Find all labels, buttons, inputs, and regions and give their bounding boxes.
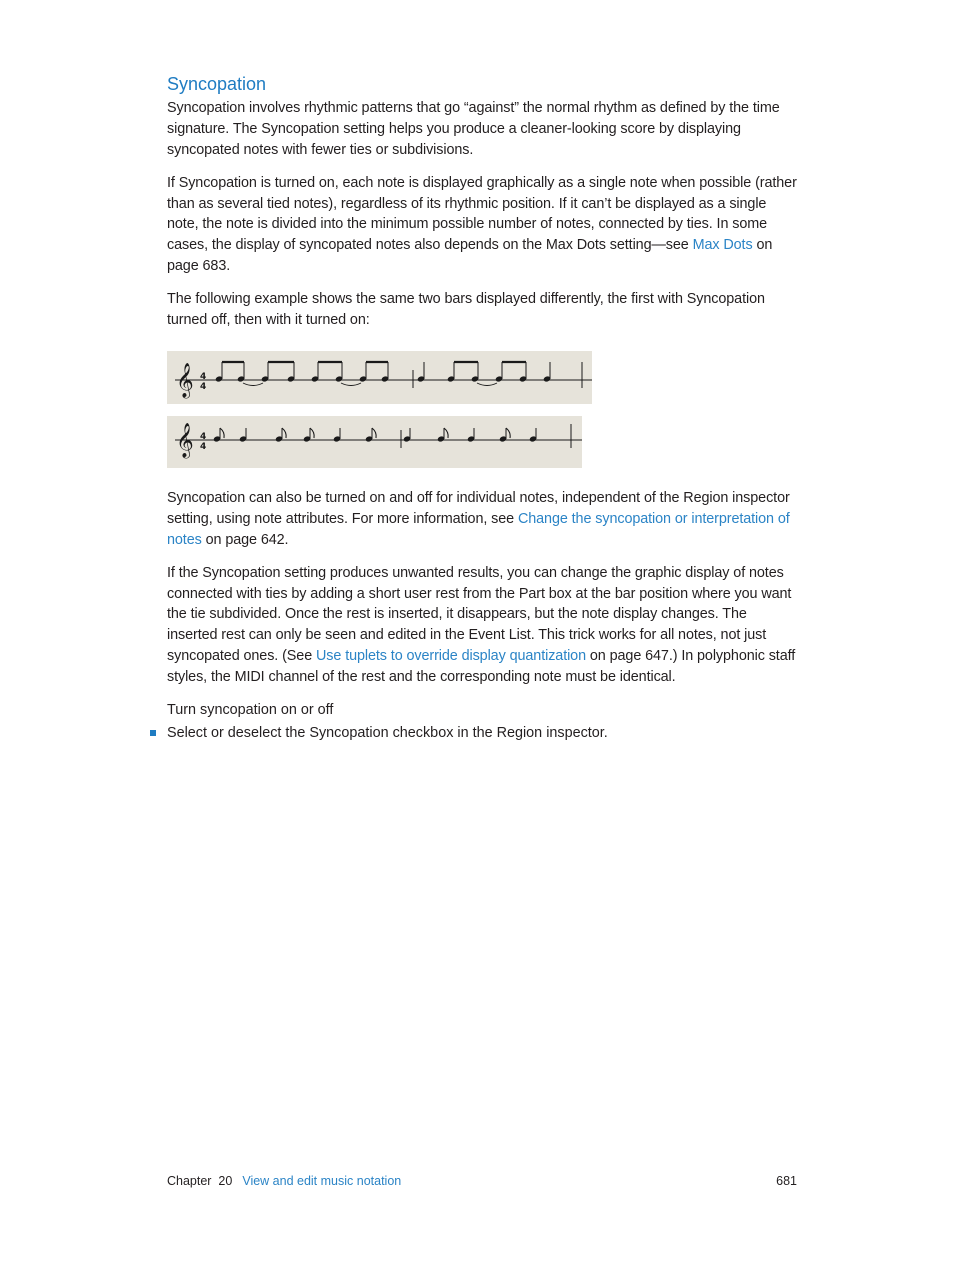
- footer-page-number: 681: [776, 1174, 797, 1188]
- note-flag: [220, 428, 224, 438]
- paragraph-unwanted-results: [167, 563, 797, 688]
- note-tie: [477, 383, 497, 386]
- page-footer: [167, 1172, 797, 1190]
- score-example-syncopation-on: [167, 416, 582, 468]
- paragraph-intro-text: Syncopation involves rhythmic patterns that go “against” the normal rhythm as defined by the time signature. The Syncopation setting helps you produce a cleaner-looking score by displaying syncopated notes with fewer ties or subdivisions.: [167, 100, 780, 158]
- note-flag: [506, 428, 510, 438]
- treble-clef: 𝄞: [176, 422, 194, 458]
- note-flag: [310, 428, 314, 438]
- footer-chapter: Chapter 20: [167, 1174, 233, 1188]
- note-tie: [341, 383, 361, 386]
- paragraph-text: on page 647.) In polyphonic staff styles, the MIDI channel of the rest and the corresponding note must be identical.: [167, 648, 796, 685]
- time-signature-top: 4: [200, 431, 207, 442]
- paragraph-text: on page 642.: [201, 531, 289, 548]
- paragraph-text: If Syncopation is turned on, each note is displayed graphically as a single note when possible (rather than as several tied notes), regardless of its rhythmic position. If it can’t be displayed as a single note, the note is divided into the minimum possible number of notes, connected by ties. In some cases, the display of syncopated notes also depends on the Max Dots setting—see: [167, 174, 797, 254]
- paragraph-individual-notes: [167, 488, 797, 550]
- footer-chapter-link[interactable]: View and edit music notation: [242, 1174, 402, 1188]
- treble-clef: 𝄞: [176, 362, 194, 398]
- page-content: [167, 72, 797, 743]
- task-title: Turn syncopation on or off: [167, 701, 334, 718]
- time-signature-bottom: 4: [200, 381, 207, 392]
- note-tie: [243, 383, 263, 386]
- paragraph-intro: [167, 98, 797, 160]
- paragraph-text: The following example shows the same two bars displayed differently, the first with Syncopation turned off, then with it turned on:: [167, 291, 765, 329]
- bullet-square-icon: [150, 730, 156, 736]
- paragraph-text: If the Syncopation setting produces unwanted results, you can change the graphic display of notes connected with ties by adding a short user rest from the Part box at the bar position where you want the tie subdivided. Once the rest is inserted, it disappears, but the note display changes. The inserted rest can only be seen and edited in the Event List. This trick works for all notes, not just syncopated ones. (See: [167, 564, 792, 665]
- paragraph-text: Syncopation can also be turned on and off for individual notes, independent of the Region inspector setting, using note attributes. For more information, see: [167, 489, 790, 527]
- score-notation-off: [167, 351, 592, 404]
- score-example-syncopation-off: [167, 351, 592, 404]
- paragraph-syncopation-on: [167, 173, 797, 277]
- task-step: [167, 723, 797, 743]
- task-step-text: Select or deselect the Syncopation checkbox in the Region inspector.: [167, 724, 608, 741]
- time-signature-top: 4: [200, 371, 207, 382]
- section-title: Syncopation: [167, 74, 267, 94]
- score-notation-on: [167, 416, 582, 468]
- note-flag: [444, 428, 448, 438]
- link-use-tuplets[interactable]: Use tuplets to override display quantization: [316, 648, 586, 665]
- time-signature-bottom: 4: [200, 441, 207, 452]
- link-change-syncopation[interactable]: Change the syncopation or interpretation of notes: [167, 510, 790, 548]
- note-flag: [372, 428, 376, 438]
- note-flag: [282, 428, 286, 438]
- paragraph-example-intro: [167, 289, 797, 331]
- link-max-dots[interactable]: Max Dots: [692, 237, 753, 254]
- paragraph-text: on page 683.: [167, 237, 773, 275]
